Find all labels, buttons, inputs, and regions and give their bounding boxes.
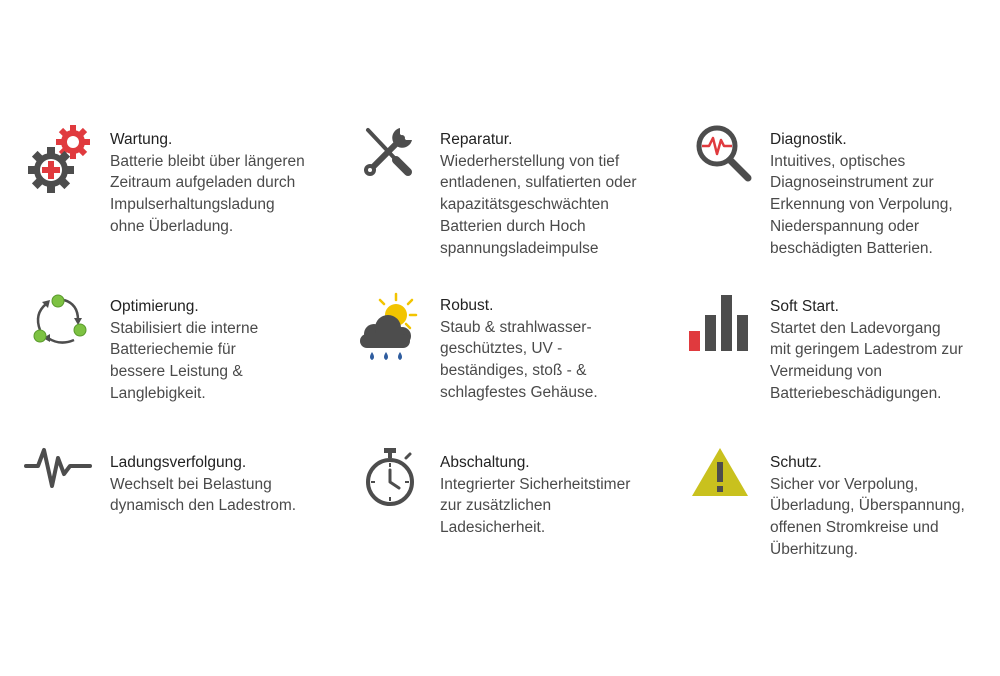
pulse-line-icon: [24, 444, 92, 492]
feature-title: Optimierung.: [110, 298, 199, 315]
feature-description: Staub & strahlwasser- geschütztes, UV - beständiges, stoß - & schlagfestes Gehäuse.: [440, 318, 598, 401]
feature-title: Reparatur.: [440, 131, 513, 148]
feature-title: Ladungsverfolgung.: [110, 454, 247, 471]
cycle-arrows-icon: [30, 292, 90, 348]
feature-title: Soft Start.: [770, 298, 839, 315]
feature-description: Wiederherstellung von tief entladenen, sulfatierten oder kapazitätsgeschwächten Batterien durch Hoch spannungsladeimpulse: [440, 152, 637, 257]
stopwatch-icon: [362, 446, 418, 508]
feature-description: Batterie bleibt über längeren Zeitraum aufgeladen durch Impulserhaltungsladung ohne Überladung.: [110, 152, 305, 235]
feature-title: Diagnostik.: [770, 131, 847, 148]
feature-title: Robust.: [440, 297, 494, 314]
gears-plus-icon: [26, 124, 92, 196]
feature-title: Abschaltung.: [440, 454, 530, 471]
feature-description: Intuitives, optisches Diagnoseinstrument zur Erkennung von Verpolung, Niederspannung oder beschädigten Batterien.: [770, 152, 953, 257]
warning-icon: [690, 446, 750, 498]
feature-description: Stabilisiert die interne Batteriechemie für bessere Leistung & Langlebigkeit.: [110, 319, 259, 402]
feature-description: Integrierter Sicherheitstimer zur zusätzlichen Ladesicherheit.: [440, 475, 631, 537]
feature-description: Sicher vor Verpolung, Überladung, Überspannung, offenen Stromkreise und Überhitzung.: [770, 475, 965, 558]
bar-chart-icon: [688, 293, 750, 353]
feature-description: Startet den Ladevorgang mit geringem Ladestrom zur Vermeidung von Batteriebeschädigungen.: [770, 319, 963, 402]
feature-title: Schutz.: [770, 454, 822, 471]
feature-title: Wartung.: [110, 131, 173, 148]
feature-description: Wechselt bei Belastung dynamisch den Ladestrom.: [110, 475, 297, 515]
wrench-screwdriver-icon: [360, 124, 416, 180]
weather-icon: [356, 290, 420, 368]
magnifier-pulse-icon: [694, 124, 754, 184]
